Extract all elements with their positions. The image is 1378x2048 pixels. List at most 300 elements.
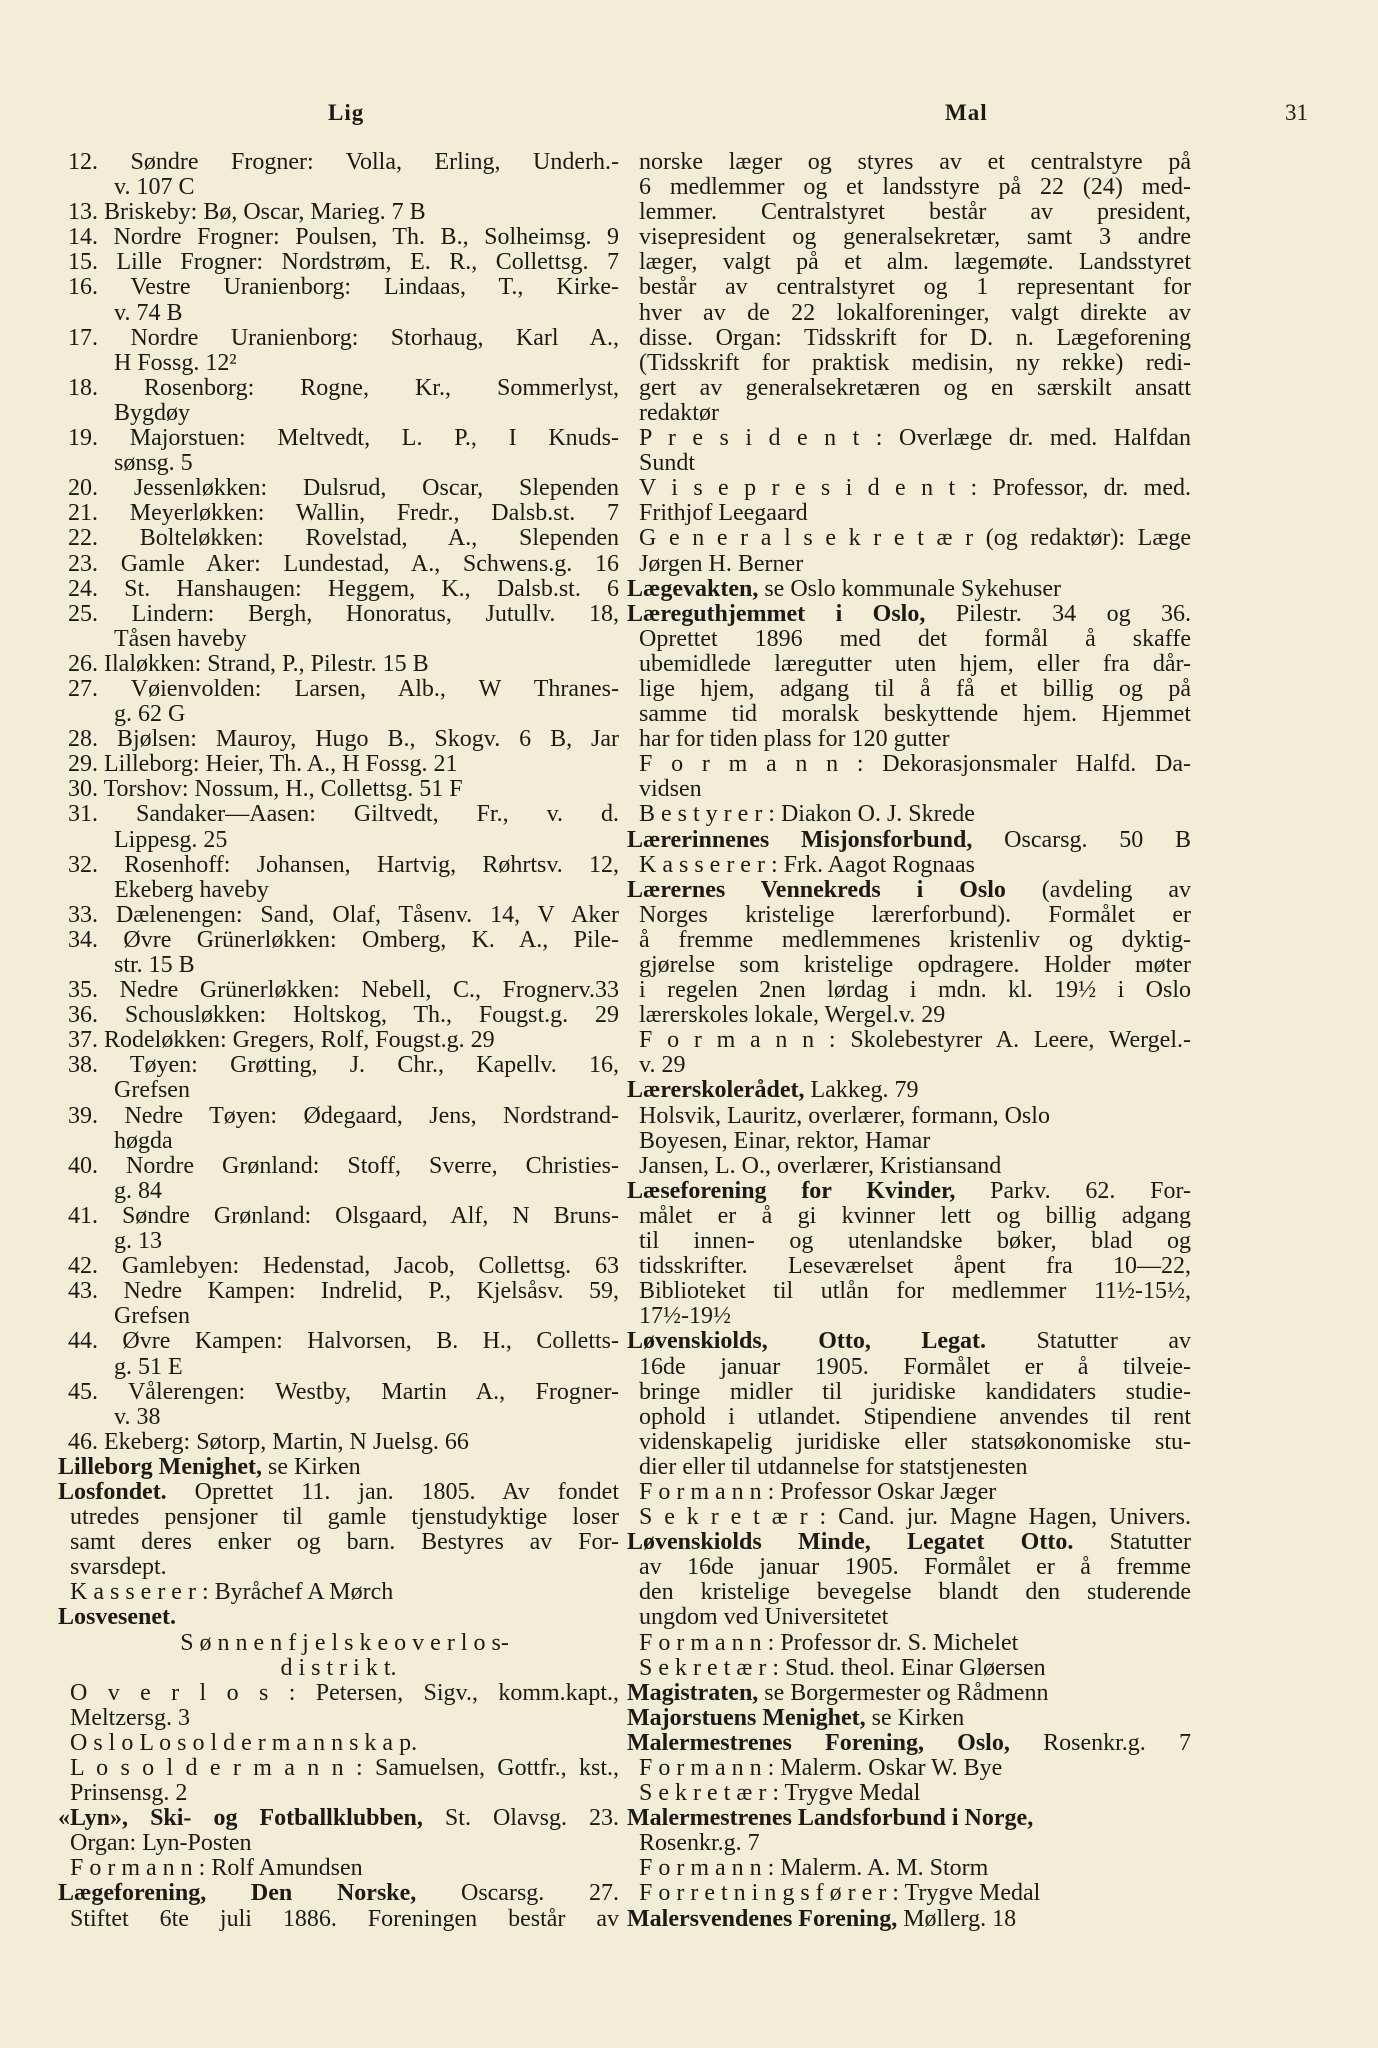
line-text: S e k r e t æ r : Stud. theol. Einar Gløersen <box>639 1655 1046 1681</box>
line-text: 29. Lilleborg: Heier, Th. A., H Fossg. 21 <box>68 752 458 778</box>
line-text: F o r m a n n : Malerm. A. M. Storm <box>639 1856 989 1882</box>
line-text: utredes pensjoner til gamle tjenstudyktige loser <box>70 1505 619 1531</box>
text-line <box>58 552 619 577</box>
text-line <box>627 1380 1191 1405</box>
text-line <box>627 426 1191 451</box>
line-text: g. 13 <box>114 1229 162 1255</box>
entry-heading: Malersvendenes Forening, <box>627 1906 898 1932</box>
line-text: Oprettet 1896 med det formål å skaffe <box>639 626 1191 652</box>
entry-heading: Lilleborg Menighet, <box>58 1454 262 1480</box>
text-line <box>627 1781 1191 1806</box>
text-line <box>58 1053 619 1078</box>
entry-heading: Læreguthjemmet i Oslo, <box>627 601 926 627</box>
text-line <box>627 1907 1191 1932</box>
line-text: 33. Dælenengen: Sand, Olaf, Tåsenv. 14, V Aker <box>68 902 619 928</box>
text-line <box>627 702 1191 727</box>
text-line <box>58 1329 619 1354</box>
line-text: 45. Vålerengen: Westby, Martin A., Frogner- <box>68 1379 619 1405</box>
text-line <box>58 1179 619 1204</box>
text-line <box>58 376 619 401</box>
line-text: Frithjof Leegaard <box>639 501 808 527</box>
entry-heading: Lægevakten, <box>627 576 759 602</box>
text-line <box>627 1681 1191 1706</box>
text-line <box>58 953 619 978</box>
line-text: Bygdøy <box>114 400 191 426</box>
text-line <box>627 1505 1191 1530</box>
text-line <box>58 1480 619 1505</box>
text-line <box>58 928 619 953</box>
text-line <box>58 1405 619 1430</box>
line-text: B e s t y r e r : Diakon O. J. Skrede <box>639 802 975 828</box>
line-text: 23. Gamle Aker: Lundestad, A., Schwens.g. 16 <box>68 551 619 577</box>
text-line <box>627 903 1191 928</box>
line-text: F o r m a n n : Dekorasjonsmaler Halfd. Da- <box>639 752 1191 778</box>
text-line <box>58 1003 619 1028</box>
text-line <box>58 1204 619 1229</box>
line-text: 17½-19½ <box>639 1304 731 1330</box>
line-text: K a s s e r e r : Frk. Aagot Rognaas <box>639 852 975 878</box>
text-line <box>627 1003 1191 1028</box>
line-text: Statutter av <box>986 1329 1191 1355</box>
line-text: Boyesen, Einar, rektor, Hamar <box>639 1128 931 1154</box>
text-line <box>58 1580 619 1605</box>
text-line <box>58 978 619 1003</box>
line-text: Stiftet 6te juli 1886. Foreningen består av <box>70 1906 619 1932</box>
text-line <box>58 1078 619 1103</box>
text-line <box>58 1380 619 1405</box>
text-line <box>627 376 1191 401</box>
text-line <box>58 1756 619 1781</box>
text-line <box>58 602 619 627</box>
text-line <box>627 1053 1191 1078</box>
text-line <box>58 501 619 526</box>
line-text: 46. Ekeberg: Søtorp, Martin, N Juelsg. 66 <box>68 1429 469 1455</box>
line-text: Holsvik, Lauritz, overlærer, formann, Oslo <box>639 1103 1050 1129</box>
line-text: svarsdept. <box>70 1555 167 1581</box>
text-line <box>58 1681 619 1706</box>
text-line <box>627 1555 1191 1580</box>
line-text: (avdeling av <box>1005 877 1191 903</box>
text-line <box>627 301 1191 326</box>
text-line <box>58 627 619 652</box>
line-text: str. 15 B <box>114 953 195 978</box>
line-text: 37. Rodeløkken: Gregers, Rolf, Fougst.g. 29 <box>68 1028 495 1054</box>
line-text: vidsen <box>639 777 702 803</box>
line-text: Parkv. 62. For- <box>955 1178 1191 1204</box>
text-line <box>58 1129 619 1154</box>
line-text: disse. Organ: Tidsskrift for D. n. Lægeforening <box>639 325 1191 351</box>
text-line <box>58 802 619 827</box>
text-line <box>58 1631 619 1656</box>
line-text: ungdom ved Universitetet <box>639 1605 889 1631</box>
line-text: 22. Bolteløkken: Rovelstad, A., Slependen <box>68 526 619 552</box>
text-line <box>58 476 619 501</box>
text-line <box>58 1229 619 1254</box>
line-text: O v e r l o s : Petersen, Sigv., komm.kapt., <box>70 1680 619 1706</box>
line-text: 41. Søndre Grønland: Olsgaard, Alf, N Bruns- <box>68 1203 619 1229</box>
line-text: 43. Nedre Kampen: Indrelid, P., Kjelsåsv. 59, <box>68 1279 619 1305</box>
text-line <box>627 828 1191 853</box>
line-text: S ø n n e n f j e l s k e o v e r l o s- <box>180 1630 509 1656</box>
line-text: 24. St. Hanshaugen: Heggem, K., Dalsb.st. 6 <box>68 576 619 602</box>
line-text: v. 74 B <box>114 300 183 326</box>
text-line <box>627 1856 1191 1881</box>
header-right-word: Mal <box>945 100 988 125</box>
text-line <box>58 401 619 426</box>
text-line <box>627 351 1191 376</box>
line-text: Jørgen H. Berner <box>639 551 804 577</box>
text-line <box>627 1279 1191 1304</box>
entry-heading: Majorstuens Menighet, <box>627 1705 866 1731</box>
text-line <box>58 1505 619 1530</box>
text-line <box>58 225 619 250</box>
line-text: 36. Schousløkken: Holtskog, Th., Fougst.g. 29 <box>68 1003 619 1029</box>
text-line <box>58 1907 619 1932</box>
line-text: 26. Ilaløkken: Strand, P., Pilestr. 15 B <box>68 651 429 677</box>
text-line <box>627 727 1191 752</box>
text-line <box>627 1254 1191 1279</box>
text-line <box>627 175 1191 200</box>
line-text: F o r m a n n : Malerm. Oskar W. Bye <box>639 1756 1003 1781</box>
line-text: 25. Lindern: Bergh, Honoratus, Jutullv. 18, <box>68 601 619 627</box>
text-line <box>58 1656 619 1681</box>
text-line <box>627 928 1191 953</box>
text-line <box>58 1104 619 1129</box>
text-line <box>58 1731 619 1756</box>
line-text: samt deres enker og barn. Bestyres av For- <box>70 1530 619 1556</box>
line-text: 32. Rosenhoff: Johansen, Hartvig, Røhrtsv. 12, <box>68 852 619 878</box>
line-text: Jansen, L. O., overlærer, Kristiansand <box>639 1153 1002 1179</box>
text-line <box>58 426 619 451</box>
text-line <box>58 1154 619 1179</box>
text-line <box>58 903 619 928</box>
text-line <box>58 250 619 275</box>
line-text: 16. Vestre Uranienborg: Lindaas, T., Kirke- <box>68 275 619 301</box>
text-line <box>627 652 1191 677</box>
text-line <box>58 1279 619 1304</box>
line-text: samme tid moralsk beskyttende hjem. Hjemmet <box>639 702 1191 728</box>
line-text: v. 107 C <box>114 175 195 201</box>
text-line <box>58 1304 619 1329</box>
text-line <box>58 853 619 878</box>
line-text: St. Olavsg. 23. <box>422 1806 619 1832</box>
line-text: Norges kristelige lærerforbund). Formålet er <box>639 902 1191 928</box>
entry-heading: Lægeforening, Den Norske, <box>58 1881 417 1907</box>
line-text: Sundt <box>639 451 696 477</box>
text-line <box>58 878 619 903</box>
line-text: v. 38 <box>114 1404 161 1430</box>
text-line <box>58 1355 619 1380</box>
line-text: lærerskoles lokale, Wergel.v. 29 <box>639 1003 946 1029</box>
text-line <box>627 250 1191 275</box>
line-text: se Borgermester og Rådmenn <box>758 1680 1049 1706</box>
text-line <box>627 1480 1191 1505</box>
line-text: Tåsen haveby <box>114 626 247 652</box>
line-text: O s l o L o s o l d e r m a n n s k a p. <box>70 1730 418 1756</box>
text-line <box>627 1430 1191 1455</box>
line-text: læger, valgt på et alm. lægemøte. Landsstyret <box>639 250 1191 276</box>
text-line <box>58 200 619 225</box>
text-line <box>58 777 619 802</box>
line-text: ophold i utlandet. Stipendiene anvendes til rent <box>639 1404 1191 1430</box>
text-line <box>58 677 619 702</box>
line-text: 18. Rosenborg: Rogne, Kr., Sommerlyst, <box>68 375 619 401</box>
text-line <box>627 1154 1191 1179</box>
entry-heading: Magistraten, <box>627 1680 759 1706</box>
line-text: F o r m a n n : Rolf Amundsen <box>70 1856 363 1882</box>
text-line <box>627 275 1191 300</box>
text-line <box>58 1430 619 1455</box>
entry-heading: Malermestrenes Landsforbund i Norge, <box>627 1806 1034 1832</box>
text-line <box>627 1831 1191 1856</box>
text-line <box>627 1179 1191 1204</box>
line-text: dier eller til utdannelse for statstjenesten <box>639 1454 1028 1480</box>
line-text: bringe midler til juridiske kandidaters studie- <box>639 1379 1191 1405</box>
text-line <box>627 1731 1191 1756</box>
text-line <box>627 150 1191 175</box>
line-text: 28. Bjølsen: Mauroy, Hugo B., Skogv. 6 B, Jar <box>68 727 619 753</box>
right-column <box>627 150 1191 1932</box>
entry-heading: Losfondet. <box>58 1479 167 1505</box>
line-text: 15. Lille Frogner: Nordstrøm, E. R., Collettsg. 7 <box>68 250 619 276</box>
text-line <box>58 1028 619 1053</box>
text-line <box>627 1455 1191 1480</box>
line-text: g. 51 E <box>114 1354 183 1380</box>
text-line <box>58 301 619 326</box>
text-line <box>627 802 1191 827</box>
text-line <box>627 552 1191 577</box>
line-text: 38. Tøyen: Grøtting, J. Chr., Kapellv. 16, <box>68 1053 619 1079</box>
line-text: 31. Sandaker—Aasen: Giltvedt, Fr., v. d. <box>68 802 619 828</box>
line-text: g. 62 G <box>114 702 186 728</box>
line-text: P r e s i d e n t : Overlæge dr. med. Halfdan <box>639 426 1191 452</box>
line-text: 14. Nordre Frogner: Poulsen, Th. B., Solheimsg. 9 <box>68 225 619 251</box>
line-text: 27. Vøienvolden: Larsen, Alb., W Thranes- <box>68 676 619 702</box>
line-text: 42. Gamlebyen: Hedenstad, Jacob, Collettsg. 63 <box>68 1254 619 1280</box>
line-text: 13. Briskeby: Bø, Oscar, Marieg. 7 B <box>68 200 426 226</box>
line-text: tidsskrifter. Leseværelset åpent fra 10—22, <box>639 1254 1191 1280</box>
line-text: se Oslo kommunale Sykehuser <box>758 576 1061 602</box>
line-text: 34. Øvre Grünerløkken: Omberg, K. A., Pile- <box>68 927 619 953</box>
text-line <box>627 1605 1191 1630</box>
text-line <box>58 1530 619 1555</box>
entry-heading: Malermestrenes Forening, Oslo, <box>627 1730 1010 1756</box>
text-line <box>58 451 619 476</box>
text-line <box>58 702 619 727</box>
text-line <box>58 275 619 300</box>
text-line <box>627 1329 1191 1354</box>
text-line <box>627 200 1191 225</box>
entry-heading: Læseforening for Kvinder, <box>627 1178 956 1204</box>
line-text: målet er å gi kvinner lett og billig adgang <box>639 1203 1191 1229</box>
line-text: gert av generalsekretæren og en særskilt ansatt <box>639 375 1191 401</box>
line-text: høgda <box>114 1128 173 1154</box>
text-line <box>627 476 1191 501</box>
text-line <box>627 1078 1191 1103</box>
line-text: redaktør <box>639 400 719 426</box>
line-text: sønsg. 5 <box>114 451 193 477</box>
line-text: til innen- og utenlandske bøker, blad og <box>639 1229 1191 1255</box>
text-line <box>627 1881 1191 1906</box>
text-line <box>627 1756 1191 1781</box>
text-line <box>58 727 619 752</box>
text-line <box>627 1355 1191 1380</box>
text-line <box>58 1856 619 1881</box>
line-text: V i s e p r e s i d e n t : Professor, dr. med. <box>639 476 1191 502</box>
line-text: 40. Nordre Grønland: Stoff, Sverre, Christies- <box>68 1153 619 1179</box>
line-text: Grefsen <box>114 1304 190 1330</box>
line-text: 12. Søndre Frogner: Volla, Erling, Underh.- <box>68 150 619 175</box>
text-line <box>627 1129 1191 1154</box>
text-line <box>58 1555 619 1580</box>
line-text: i regelen 2nen lørdag i mdn. kl. 19½ i Oslo <box>639 978 1191 1004</box>
line-text: se Kirken <box>865 1705 965 1731</box>
line-text: den kristelige bevegelse blandt den studerende <box>639 1580 1191 1606</box>
text-line <box>58 526 619 551</box>
line-text: 17. Nordre Uranienborg: Storhaug, Karl A., <box>68 325 619 351</box>
entry-heading: Losvesenet. <box>58 1605 176 1631</box>
line-text: videnskapelig juridiske eller statsøkonomiske stu- <box>639 1429 1191 1455</box>
line-text: F o r m a n n : Skolebestyrer A. Leere, Wergel.- <box>639 1028 1191 1054</box>
line-text: visepresident og generalsekretær, samt 3 andre <box>639 225 1191 251</box>
line-text: Biblioteket til utlån for medlemmer 11½-15½, <box>639 1279 1191 1305</box>
line-text: Pilestr. 34 og 36. <box>925 601 1191 627</box>
line-text: hver av de 22 lokalforeninger, valgt direkte av <box>639 300 1191 326</box>
line-text: F o r m a n n : Professor Oskar Jæger <box>639 1479 997 1505</box>
text-line <box>58 1706 619 1731</box>
text-line <box>627 1104 1191 1129</box>
text-line <box>58 1831 619 1856</box>
entry-heading: Løvenskiolds, Otto, Legat. <box>627 1329 987 1355</box>
line-text: å fremme medlemmenes kristenliv og dyktig- <box>639 927 1191 953</box>
entry-heading: Lærernes Vennekreds i Oslo <box>627 877 1006 903</box>
line-text: g. 84 <box>114 1178 162 1204</box>
line-text: Grefsen <box>114 1078 190 1104</box>
text-line <box>627 577 1191 602</box>
text-line <box>58 326 619 351</box>
page-number: 31 <box>1285 100 1308 125</box>
line-text: G e n e r a l s e k r e t æ r (og redaktør): Læge <box>639 526 1191 552</box>
text-line <box>627 1204 1191 1229</box>
text-line <box>58 752 619 777</box>
line-text: 21. Meyerløkken: Wallin, Fredr., Dalsb.st. 7 <box>68 501 619 527</box>
line-text: 35. Nedre Grünerløkken: Nebell, C., Frognerv.33 <box>68 978 619 1004</box>
text-line <box>58 652 619 677</box>
line-text: lige hjem, adgang til å få et billig og på <box>639 676 1191 702</box>
text-line <box>58 1455 619 1480</box>
header-left-word: Lig <box>328 100 365 125</box>
line-text: gjørelse som kristelige opdragere. Holder møter <box>639 953 1191 978</box>
line-text: 6 medlemmer og et landsstyre på 22 (24) med- <box>639 175 1191 201</box>
text-line <box>627 978 1191 1003</box>
text-line <box>627 602 1191 627</box>
line-text: Møllerg. 18 <box>897 1906 1017 1932</box>
entry-heading: Lærerinnenes Misjonsforbund, <box>627 827 973 853</box>
line-text: har for tiden plass for 120 gutter <box>639 727 950 753</box>
line-text: 30. Torshov: Nossum, H., Collettsg. 51 F <box>68 777 463 803</box>
text-line <box>627 451 1191 476</box>
text-line <box>58 1605 619 1630</box>
line-text: Organ: Lyn-Posten <box>70 1831 252 1857</box>
line-text: se Kirken <box>261 1454 361 1480</box>
line-text: Lippesg. 25 <box>114 827 228 853</box>
text-line <box>627 1028 1191 1053</box>
text-line <box>627 677 1191 702</box>
text-line <box>627 1530 1191 1555</box>
line-text: F o r m a n n : Professor dr. S. Michelet <box>639 1630 1019 1656</box>
line-text: 20. Jessenløkken: Dulsrud, Oscar, Slependen <box>68 476 619 502</box>
line-text: 16de januar 1905. Formålet er å tilveie- <box>639 1354 1191 1380</box>
line-text: Statutter <box>1073 1530 1191 1556</box>
line-text: Meltzersg. 3 <box>70 1705 190 1731</box>
text-line <box>627 1631 1191 1656</box>
line-text: Rosenkr.g. 7 <box>1009 1730 1191 1756</box>
text-line <box>627 1580 1191 1605</box>
text-line <box>627 777 1191 802</box>
text-line <box>58 828 619 853</box>
text-line <box>627 953 1191 978</box>
text-line <box>627 878 1191 903</box>
line-text: Oprettet 11. jan. 1805. Av fondet <box>166 1479 619 1505</box>
line-text: Lakkeg. 79 <box>804 1078 919 1104</box>
text-line <box>627 627 1191 652</box>
text-line <box>627 1806 1191 1831</box>
line-text: S e k r e t æ r : Cand. jur. Magne Hagen, Univers. <box>639 1505 1191 1531</box>
text-line <box>627 225 1191 250</box>
line-text: K a s s e r e r : Byråchef A Mørch <box>70 1580 394 1606</box>
page-header <box>60 100 1308 136</box>
line-text: Oscarsg. 27. <box>416 1881 619 1907</box>
line-text: v. 29 <box>639 1053 686 1079</box>
text-line <box>58 1781 619 1806</box>
text-line <box>627 501 1191 526</box>
line-text: Prinsensg. 2 <box>70 1781 188 1807</box>
text-line <box>627 401 1191 426</box>
line-text: lemmer. Centralstyret består av president, <box>639 200 1191 226</box>
line-text: 44. Øvre Kampen: Halvorsen, B. H., Colletts- <box>68 1329 619 1355</box>
entry-heading: Lærerskolerådet, <box>627 1078 805 1104</box>
line-text: Rosenkr.g. 7 <box>639 1831 760 1857</box>
text-line <box>627 1229 1191 1254</box>
line-text: 19. Majorstuen: Meltvedt, L. P., I Knuds- <box>68 426 619 452</box>
text-line <box>58 351 619 376</box>
line-text: 39. Nedre Tøyen: Ødegaard, Jens, Nordstrand- <box>68 1103 619 1129</box>
entry-heading: «Lyn», Ski- og Fotballklubben, <box>58 1806 423 1832</box>
text-line <box>627 526 1191 551</box>
line-text: d i s t r i k t. <box>280 1655 397 1681</box>
line-text: L o s o l d e r m a n n : Samuelsen, Gottfr., kst., <box>70 1756 619 1781</box>
entry-heading: Løvenskiolds Minde, Legatet Otto. <box>627 1530 1074 1556</box>
line-text: S e k r e t æ r : Trygve Medal <box>639 1781 921 1807</box>
line-text: H Fossg. 12² <box>114 350 237 376</box>
line-text: F o r r e t n i n g s f ø r e r : Trygve Medal <box>639 1881 1041 1907</box>
text-line <box>627 1405 1191 1430</box>
line-text: består av centralstyret og 1 representant for <box>639 275 1191 301</box>
line-text: Oscarsg. 50 B <box>972 827 1191 853</box>
text-line <box>627 1304 1191 1329</box>
line-text: av 16de januar 1905. Formålet er å fremme <box>639 1555 1191 1581</box>
left-column <box>58 150 619 1932</box>
line-text: norske læger og styres av et centralstyre på <box>639 150 1191 175</box>
text-line <box>627 853 1191 878</box>
text-line <box>58 1881 619 1906</box>
text-line <box>627 1656 1191 1681</box>
text-line <box>627 326 1191 351</box>
text-line <box>58 1806 619 1831</box>
line-text: Ekeberg haveby <box>114 877 269 903</box>
text-line <box>58 1254 619 1279</box>
line-text: (Tidsskrift for praktisk medisin, ny rekke) redi- <box>639 350 1191 376</box>
